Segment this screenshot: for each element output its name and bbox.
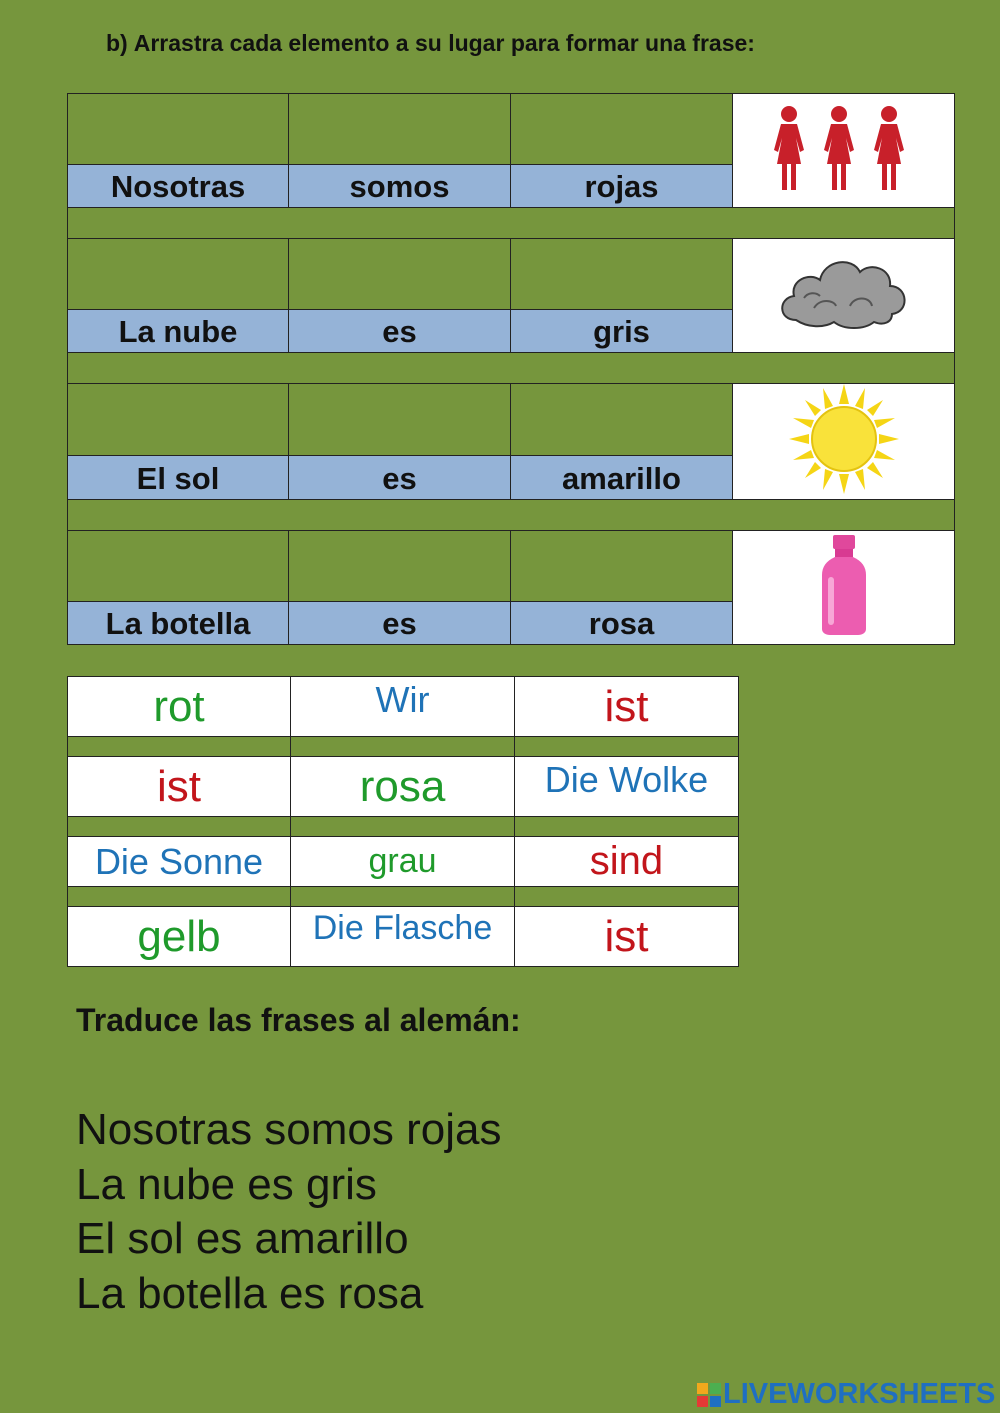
word-cell: es xyxy=(289,456,511,500)
draggable-word-tile[interactable]: ist xyxy=(515,907,739,967)
tile-gap xyxy=(515,737,739,757)
draggable-word-tile[interactable]: rosa xyxy=(291,757,515,817)
drop-zone[interactable] xyxy=(289,384,511,456)
drop-zone[interactable] xyxy=(68,531,289,602)
three-women-icon xyxy=(764,98,924,198)
drop-zone[interactable] xyxy=(511,531,733,602)
word-cell: El sol xyxy=(68,456,289,500)
tile-gap xyxy=(68,817,291,837)
row-spacer xyxy=(68,208,955,239)
word-cell: amarillo xyxy=(511,456,733,500)
word-cell: rosa xyxy=(511,602,733,645)
draggable-word-tile[interactable]: grau xyxy=(291,837,515,887)
draggable-word-tile[interactable]: ist xyxy=(515,677,739,737)
drop-zone[interactable] xyxy=(289,94,511,165)
word-cell: es xyxy=(289,310,511,353)
word-cell: Nosotras xyxy=(68,165,289,208)
pink-bottle-icon xyxy=(814,533,874,637)
sentence: La botella es rosa xyxy=(76,1268,424,1318)
tile-gap xyxy=(68,737,291,757)
word-cell: La nube xyxy=(68,310,289,353)
drop-zone[interactable] xyxy=(68,384,289,456)
word-cell: somos xyxy=(289,165,511,208)
sentence-list xyxy=(76,1103,501,1321)
drop-zone[interactable] xyxy=(511,384,733,456)
grey-cloud-icon xyxy=(774,248,914,338)
drop-zone[interactable] xyxy=(289,239,511,310)
image-cell xyxy=(733,239,955,353)
draggable-word-tile[interactable]: Die Sonne xyxy=(68,837,291,887)
instruction xyxy=(106,30,755,57)
draggable-word-tile[interactable]: Die Flasche xyxy=(291,907,515,967)
word-tiles-table xyxy=(67,676,739,967)
word-cell: La botella xyxy=(68,602,289,645)
image-cell xyxy=(733,531,955,645)
drop-zone[interactable] xyxy=(68,94,289,165)
row-spacer xyxy=(68,500,955,531)
word-cell: gris xyxy=(511,310,733,353)
draggable-word-tile[interactable]: Die Wolke xyxy=(515,757,739,817)
image-cell xyxy=(733,94,955,208)
drop-zone[interactable] xyxy=(511,239,733,310)
image-cell xyxy=(733,384,955,500)
draggable-word-tile[interactable]: sind xyxy=(515,837,739,887)
drop-zone[interactable] xyxy=(68,239,289,310)
drop-zone[interactable] xyxy=(289,531,511,602)
tile-gap xyxy=(68,887,291,907)
sentence: La nube es gris xyxy=(76,1159,377,1209)
sentence: El sol es amarillo xyxy=(76,1214,409,1263)
translate-heading: Traduce las frases al alemán: xyxy=(76,1002,521,1038)
brand-footer xyxy=(697,1378,995,1411)
draggable-word-tile[interactable]: ist xyxy=(68,757,291,817)
word-cell: es xyxy=(289,602,511,645)
liveworksheets-logo-icon xyxy=(697,1383,721,1407)
draggable-word-tile[interactable]: Wir xyxy=(291,677,515,737)
tile-gap xyxy=(515,887,739,907)
tile-gap xyxy=(291,817,515,837)
instruction-text: Arrastra cada elemento a su lugar para formar una frase: xyxy=(133,30,755,56)
drop-zone[interactable] xyxy=(511,94,733,165)
tile-gap xyxy=(291,737,515,757)
tile-gap xyxy=(291,887,515,907)
sentence-table xyxy=(67,93,955,645)
brand-name: LIVEWORKSHEETS xyxy=(723,1378,996,1410)
row-spacer xyxy=(68,353,955,384)
sentence: Nosotras somos rojas xyxy=(76,1105,502,1154)
draggable-word-tile[interactable]: gelb xyxy=(68,907,291,967)
yellow-sun-icon xyxy=(789,384,899,494)
tile-gap xyxy=(515,817,739,837)
draggable-word-tile[interactable]: rot xyxy=(68,677,291,737)
instruction-label: b) xyxy=(106,30,128,56)
word-cell: rojas xyxy=(511,165,733,208)
